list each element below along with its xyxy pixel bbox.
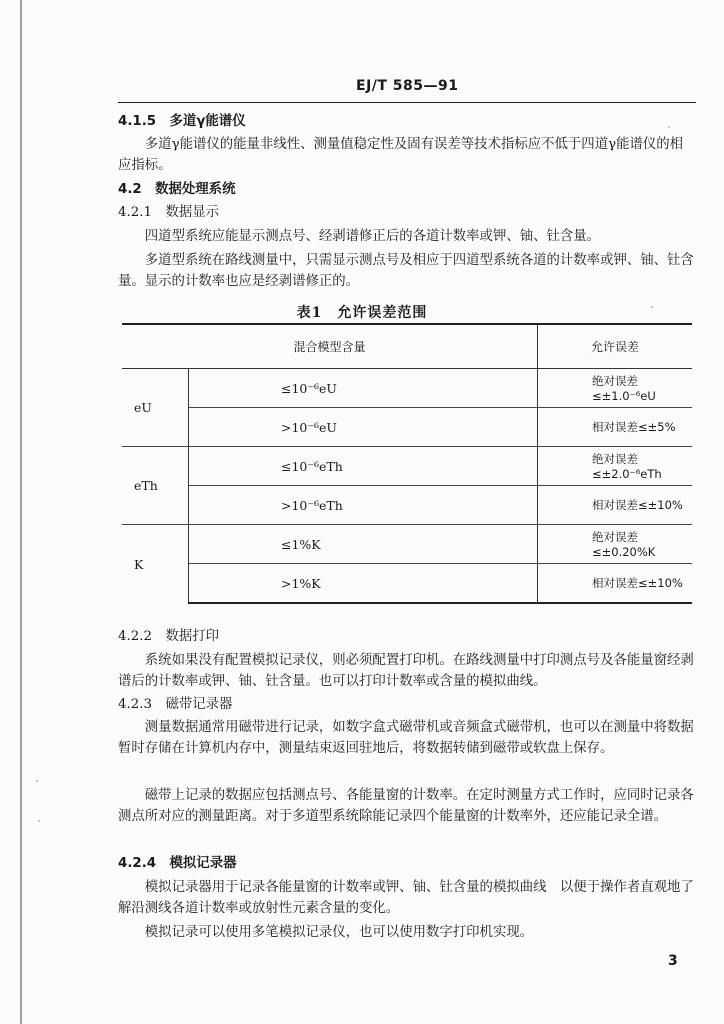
page-number: 3 [668, 953, 678, 969]
table-header-row [122, 324, 692, 369]
header-rule [118, 102, 696, 103]
scan-edge-line [20, 0, 22, 1024]
scan-speck [36, 780, 38, 782]
group-label-eth: eTh [122, 447, 189, 525]
section-4-1-5-title: 4.1.5 多道γ能谱仪 [118, 114, 246, 129]
page-header-doc-code: EJ/T 585—91 [356, 78, 459, 94]
table-header-error: 允许误差 [538, 324, 693, 369]
section-4-2-3-title: 4.2.3 磁带记录器 [118, 697, 233, 712]
range-cell: >10⁻⁶eTh [189, 486, 538, 525]
table-1-caption: 表1 允许误差范围 [296, 305, 428, 321]
error-cell: 绝对误差≤±2.0⁻⁶eTh [538, 447, 693, 486]
range-cell: >10⁻⁶eU [189, 408, 538, 447]
section-4-2-4-title: 4.2.4 模拟记录器 [118, 856, 237, 871]
table-row [122, 486, 692, 525]
section-4-2-title: 4.2 数据处理系统 [118, 182, 236, 197]
range-cell: >1%K [189, 564, 538, 604]
table-row [122, 408, 692, 447]
table-row [122, 447, 692, 486]
table-1-allowed-error [122, 323, 692, 604]
error-cell: 相对误差≤±10% [538, 564, 693, 604]
section-4-2-4-paragraph-1: 模拟记录器用于记录各能量窗的计数率或钾、铀、钍含量的模拟曲线 以便于操作者直观地了解沿测线各道计数率或放射性元素含量的变化。 [118, 880, 694, 916]
error-cell: 相对误差≤±5% [538, 408, 693, 447]
group-label-k: K [122, 525, 189, 604]
range-cell: ≤10⁻⁶eU [189, 369, 538, 408]
group-label-eu: eU [122, 369, 189, 447]
section-4-2-1-title: 4.2.1 数据显示 [118, 205, 220, 220]
section-4-2-1-paragraph-2: 多道型系统在路线测量中，只需显示测点号及相应于四道型系统各道的计数率或钾、铀、钍含量。显示的计数率也应是经剥谱修正的。 [118, 253, 694, 289]
error-cell: 相对误差≤±10% [538, 486, 693, 525]
section-4-2-3-paragraph-1: 测量数据通常用磁带进行记录，如数字盒式磁带机或音频盒式磁带机，也可以在测量中将数据暂时存储在计算机内存中，测量结束返回驻地后，将数据转储到磁带或软盘上保存。 [118, 720, 694, 756]
section-4-2-2-paragraph: 系统如果没有配置模拟记录仪，则必须配置打印机。在路线测量中打印测点号及各能量窗经剥谱后的计数率或钾、铀、钍含量。也可以打印计数率或含量的模拟曲线。 [118, 653, 694, 689]
scan-speck [38, 820, 40, 822]
section-4-2-2-title: 4.2.2 数据打印 [118, 629, 220, 644]
scan-speck [651, 306, 653, 308]
section-4-2-4-paragraph-2: 模拟记录可以使用多笔模拟记录仪，也可以使用数字打印机实现。 [144, 925, 534, 940]
section-4-1-5-body: 多道γ能谱仪的能量非线性、测量值稳定性及固有误差等技术指标应不低于四道γ能谱仪的相应指标。 [118, 137, 684, 173]
scan-speck [668, 126, 670, 128]
section-4-2-3-paragraph-2: 磁带上记录的数据应包括测点号、各能量窗的计数率。在定时测量方式工作时，应同时记录各测点所对应的测量距离。对于多道型系统除能记录四个能量窗的计数率外，还应能记录全谱。 [118, 788, 694, 824]
error-cell: 绝对误差≤±1.0⁻⁶eU [538, 369, 693, 408]
table-header-content: 混合模型含量 [122, 324, 538, 369]
range-cell: ≤10⁻⁶eTh [189, 447, 538, 486]
table-row [122, 525, 692, 564]
table-row [122, 369, 692, 408]
range-cell: ≤1%K [189, 525, 538, 564]
error-cell: 绝对误差≤±0.20%K [538, 525, 693, 564]
table-row [122, 564, 692, 604]
section-4-2-1-paragraph-1: 四道型系统应能显示测点号、经剥谱修正后的各道计数率或钾、铀、钍含量。 [144, 229, 601, 244]
